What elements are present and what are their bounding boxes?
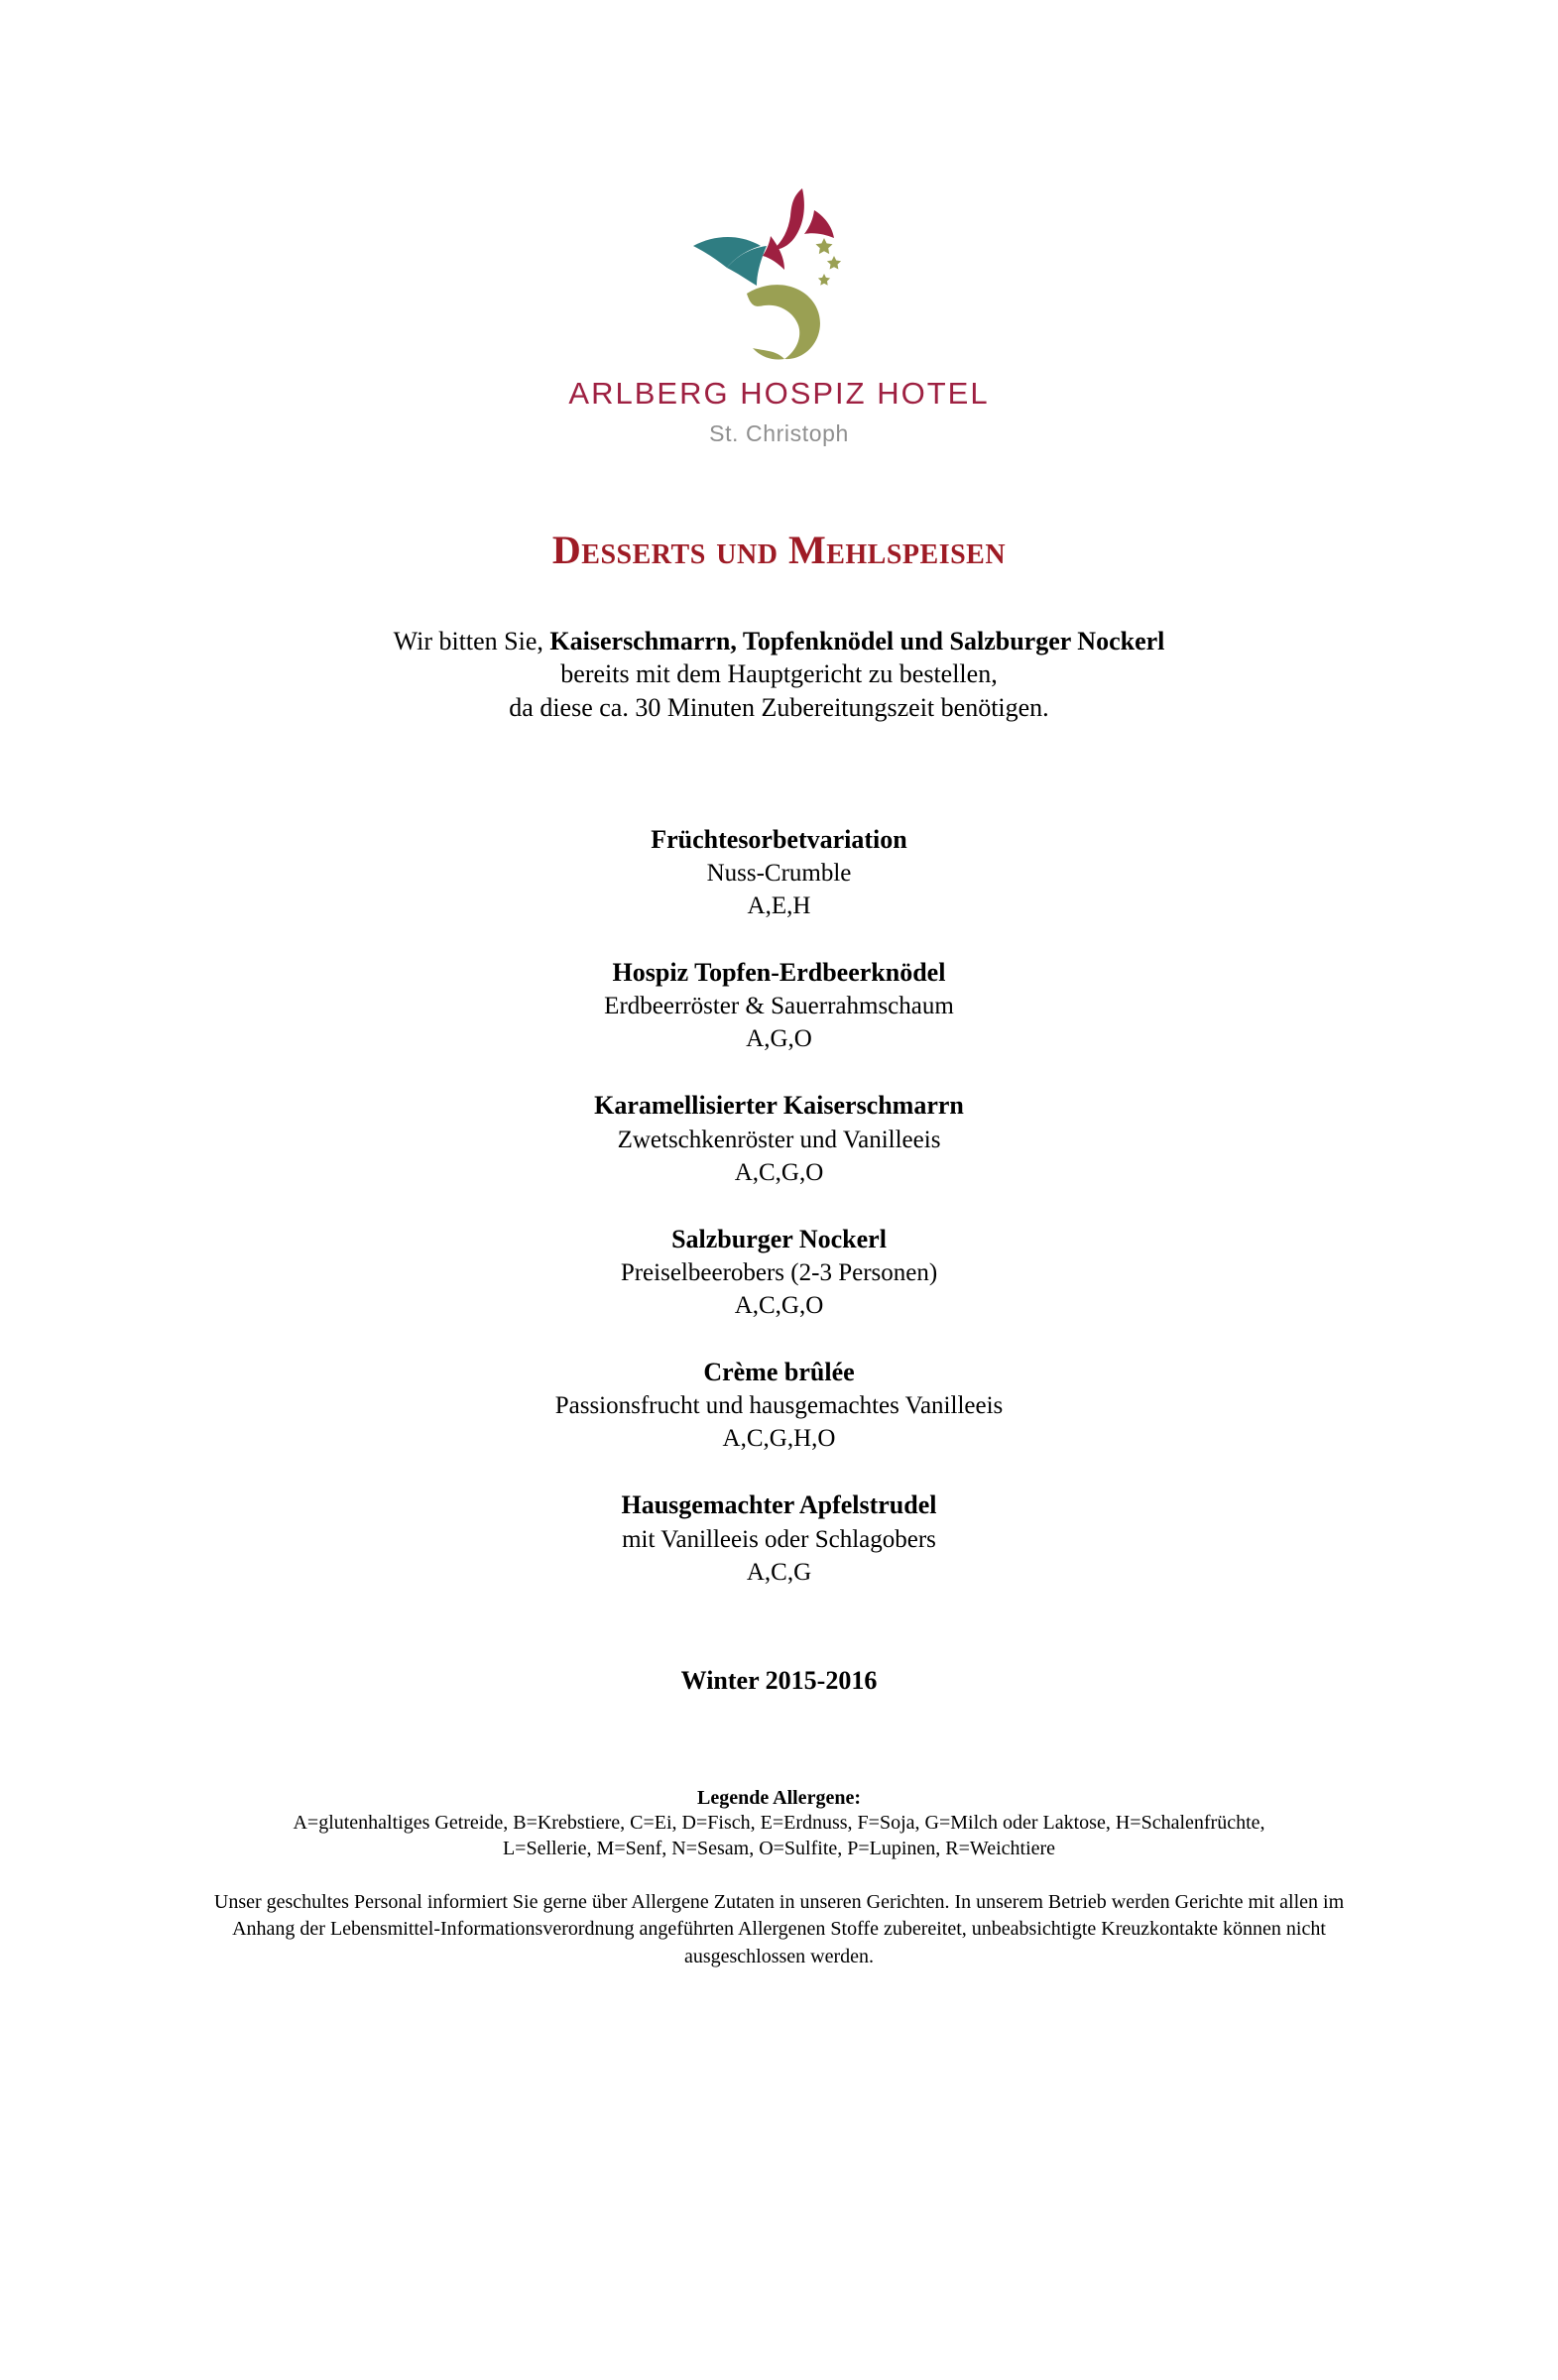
dish-item [0,1356,1558,1455]
dish-name: Früchtesorbetvariation [651,824,907,854]
dish-name: Karamellisierter Kaiserschmarrn [594,1091,964,1121]
intro-note [0,625,1558,724]
arlberg-hospiz-emblem-icon [675,177,884,370]
dish-item [0,1223,1558,1322]
dish-item [0,1089,1558,1188]
dish-list [0,823,1558,1589]
menu-page [0,177,1558,2380]
dish-allergens: A,C,G [746,1558,812,1586]
dish-allergens: A,E,H [747,892,811,920]
intro-line-1-prefix: Wir bitten Sie, [393,627,550,655]
dish-description: Erdbeerröster & Sauerrahmschaum [604,993,954,1020]
intro-line-3: da diese ca. 30 Minuten Zubereitungszeit benötigen. [509,692,1049,722]
intro-line-1 [0,625,1558,657]
intro-line-2: bereits mit dem Hauptgericht zu bestellen, [560,659,998,689]
dish-description: mit Vanilleeis oder Schlagobers [622,1525,936,1553]
dish-item [0,823,1558,922]
dish-item [0,956,1558,1055]
allergen-disclaimer: Unser geschultes Personal informiert Sie gerne über Allergene Zutaten in unseren Gerichten. In unserem Betrieb werden Gerichte mit allen im Anhang der Lebensmittel-Informationsverordnung angeführten Allergenen Stoffe zubereitet, unbeabsichtigte Kreuzkontakte können nicht ausgeschlossen werden. [213,1890,1345,1967]
season-label: Winter 2015-2016 [680,1665,878,1695]
allergen-legend-title: Legende Allergene: [697,1786,861,1809]
dish-name: Hausgemachter Apfelstrudel [621,1490,937,1520]
dish-item [0,1488,1558,1588]
dish-description: Preiselbeerobers (2-3 Personen) [620,1259,938,1287]
hotel-location: St. Christoph [709,420,849,446]
allergen-legend-line-1: A=glutenhaltiges Getreide, B=Krebstiere, C=Ei, D=Fisch, E=Erdnuss, F=Soja, G=Milch oder Laktose, H=Schalenfrüchte, [293,1811,1265,1834]
dish-allergens: A,G,O [746,1025,812,1053]
dish-allergens: A,C,G,O [734,1292,824,1320]
dish-allergens: A,C,G,H,O [722,1425,836,1453]
intro-line-1-dishes: Kaiserschmarrn, Topfenknödel und Salzburger Nockerl [549,627,1165,655]
footer [0,1787,1558,1971]
dish-name: Salzburger Nockerl [671,1224,887,1253]
dish-description: Nuss-Crumble [706,860,852,888]
dish-description: Passionsfrucht und hausgemachtes Vanilleeis [554,1392,1004,1420]
logo-block [0,177,1558,447]
dish-allergens: A,C,G,O [734,1158,824,1186]
dish-name: Crème brûlée [703,1358,855,1387]
dish-description: Zwetschkenröster und Vanilleeis [617,1126,941,1153]
page-title: Desserts und Mehlspeisen [551,528,1007,572]
hotel-name: ARLBERG HOSPIZ HOTEL [568,376,990,411]
allergen-legend-line-2: L=Sellerie, M=Senf, N=Sesam, O=Sulfite, P=Lupinen, R=Weichtiere [502,1837,1056,1859]
dish-name: Hospiz Topfen-Erdbeerknödel [612,958,946,988]
